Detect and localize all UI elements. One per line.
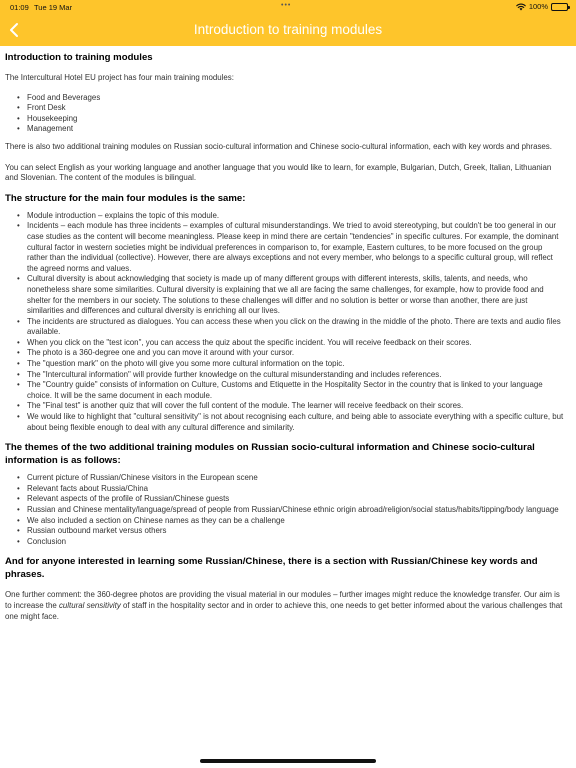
list-item: • Front Desk xyxy=(27,103,565,114)
keywords-heading: And for anyone interested in learning some Russian/Chinese, there is a section with Russian/Chinese key words and phrases. xyxy=(5,556,538,581)
structure-heading: The structure for the main four modules is the same: xyxy=(5,192,246,204)
additional-modules-paragraph: There is also two additional training modules on Russian socio-cultural information and Chinese socio-cultural information, each with key words and phrases. xyxy=(5,141,552,151)
list-item: • Cultural diversity is about acknowledging that society is made up of many different groups with different interests, skills, talents, and needs, who nonetheless share some similarities. Cultural diversity is explaining that we all are facing the same challenges, for example, how to provide food and shelter for the members in our society. The solutions to these challenges will differ and no solution is better or worse than another, there are just similarities and differences and cultural diversity is enriching all our lives. xyxy=(27,274,565,316)
multitasking-dots[interactable]: ••• xyxy=(281,2,292,9)
modules-list xyxy=(5,93,565,135)
list-item: • The "Intercultural information" will provide further knowledge on the cultural misunderstanding and includes references. xyxy=(27,370,565,381)
list-item: • We would like to highlight that "cultural sensitivity" is not about recognising each culture, and being able to associate everything with a specific culture, but about being flexible enough to deal with any cultural difference and similarity. xyxy=(27,412,565,433)
status-time: 01:09 xyxy=(10,3,29,12)
list-item: • Russian and Chinese mentality/language/spread of people from Russian/Chinese ethnic origin abroad/religion/social status/habits/tipping/body language xyxy=(27,505,565,516)
further-comment-text: One further comment: the 360-degree photos are providing the visual material in our modules – further images might reduce the knowledge transfer. Our aim is to increase the xyxy=(5,590,560,610)
further-comment-paragraph xyxy=(5,590,565,622)
list-item: • The "Final test" is another quiz that will cover the full content of the module. The learner will receive feedback on their scores. xyxy=(27,401,565,412)
list-item: • Food and Beverages xyxy=(27,93,565,104)
page-title: Introduction to training modules xyxy=(193,22,383,37)
intro-heading: Introduction to training modules xyxy=(5,52,153,63)
list-item: • Current picture of Russian/Chinese visitors in the European scene xyxy=(27,473,565,484)
list-item: • When you click on the "test icon", you can access the quiz about the specific incident. You will receive feedback on their scores. xyxy=(27,338,565,349)
list-item: • Housekeeping xyxy=(27,114,565,125)
list-item: • The photo is a 360-degree one and you can move it around with your cursor. xyxy=(27,348,565,359)
themes-heading: The themes of the two additional training modules on Russian socio-cultural information and Chinese socio-cultural information is as follows: xyxy=(5,442,535,467)
list-item: • Russian outbound market versus others xyxy=(27,526,565,537)
list-item: • The "question mark" on the photo will give you some more cultural information on the topic. xyxy=(27,359,565,370)
list-item: • Module introduction – explains the topic of this module. xyxy=(27,211,565,222)
list-item: • The incidents are structured as dialogues. You can access these when you click on the drawing in the middle of the photo. There are texts and audio files available. xyxy=(27,317,565,338)
status-date: Tue 19 Mar xyxy=(34,3,73,12)
themes-list xyxy=(5,473,565,547)
list-item: • The "Country guide" consists of information on Culture, Customs and Etiquette in the Hospitality Sector in the country that is linked to your language choice. It will be the same document in each module. xyxy=(27,380,565,401)
list-item: • We also included a section on Chinese names as they can be a challenge xyxy=(27,516,565,527)
battery-icon xyxy=(551,3,568,11)
battery-percent: 100% xyxy=(528,2,548,11)
navigation-bar xyxy=(0,14,576,46)
wifi-icon xyxy=(516,3,526,11)
document-body xyxy=(5,52,565,622)
status-bar xyxy=(0,0,576,14)
structure-list xyxy=(5,211,565,433)
cultural-sensitivity-emphasis: cultural sensitivity xyxy=(58,600,121,610)
language-paragraph: You can select English as your working language and another language that you would like to learn, for example, Bulgarian, Dutch, Greek, Italian, Lithuanian and Slovenian. The content of the modules is bilingual. xyxy=(5,162,552,183)
list-item: • Relevant facts about Russia/China xyxy=(27,484,565,495)
list-item: • Incidents – each module has three incidents – examples of cultural misunderstandings. We tried to avoid stereotyping, but couldn't be too general in our case studies as the content will become meaningless. Please keep in mind there are certain "tendencies" in specific cultures. For example, the dominant cultural factor in western societies might be individual preferences in comparison to, for example, Eastern cultures, to be more focused on the group rather than the individual (collective). However, there are always exceptions and not every member, who belongs to a specific cultural group, will reflect the agreed norms and values. xyxy=(27,221,565,274)
list-item: • Relevant aspects of the profile of Russian/Chinese guests xyxy=(27,494,565,505)
further-comment-text-end: of staff in the hospitality sector and in order to achieve this, one needs to get better informed about the various challenges that one might face. xyxy=(5,600,563,621)
status-right xyxy=(516,2,568,11)
intro-paragraph: The Intercultural Hotel EU project has four main training modules: xyxy=(5,73,234,82)
list-item: • Management xyxy=(27,124,565,135)
home-indicator[interactable] xyxy=(200,759,376,763)
list-item: • Conclusion xyxy=(27,537,565,548)
